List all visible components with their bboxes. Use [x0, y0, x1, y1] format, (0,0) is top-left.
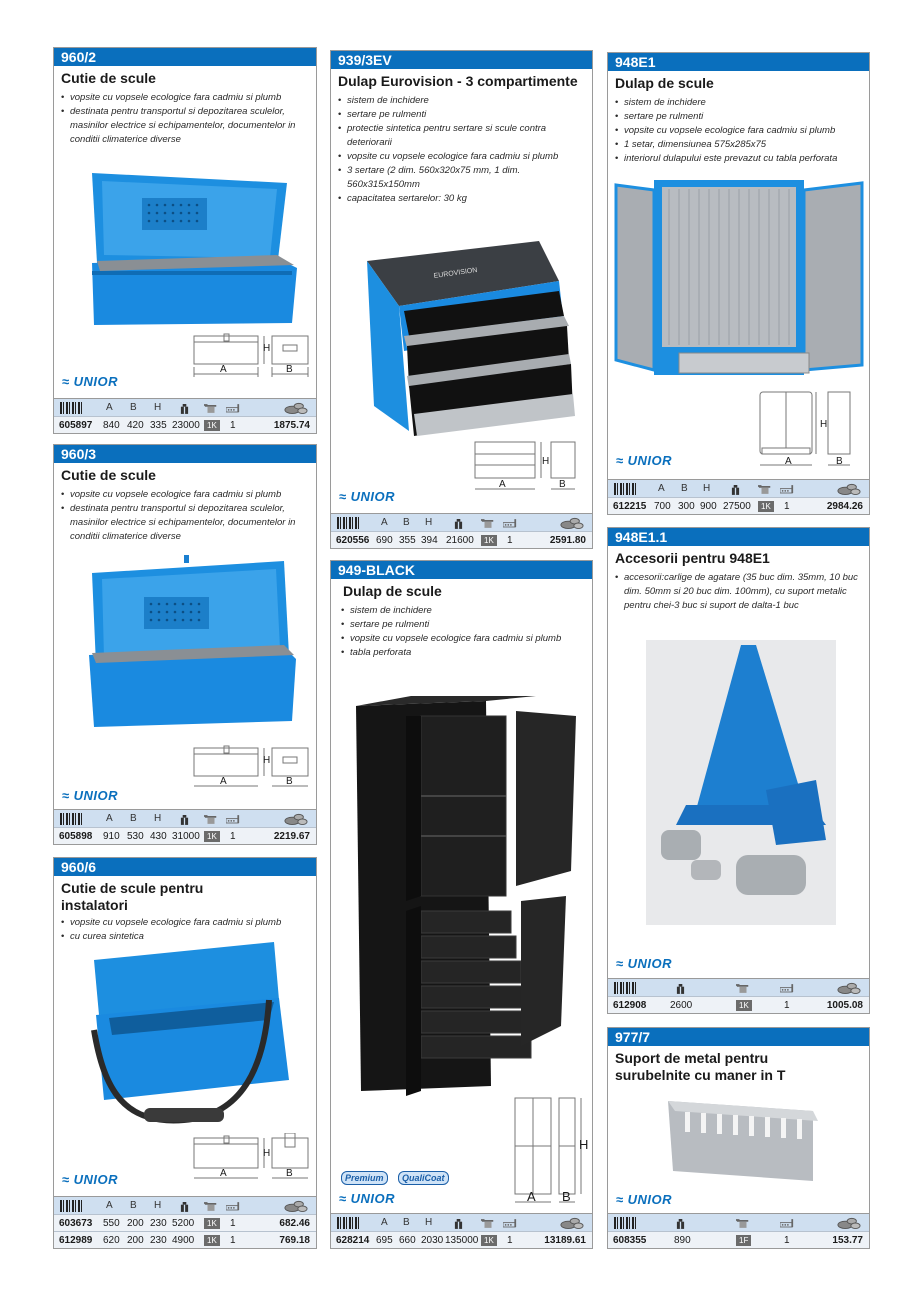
feature-item: • protectie sintetica pentru sertare si scule contra deteriorarii	[338, 122, 585, 150]
price-coins-icon	[560, 516, 584, 530]
feature-item: • sertare pe rulmenti	[338, 108, 585, 122]
packaging-icon	[481, 1218, 495, 1229]
unior-logo: ≈ UNIOR	[616, 956, 673, 971]
price: 2984.26	[826, 501, 863, 512]
feature-item: • vopsite cu vopsele ecologice fara cadmiu si plumb	[61, 91, 309, 105]
diagram-label-h: H	[263, 343, 271, 354]
dimension-diagram	[192, 1133, 312, 1183]
col-a: A	[381, 1217, 388, 1228]
table-row[interactable]	[54, 1214, 316, 1231]
col-a: A	[106, 1200, 113, 1211]
product-card-948e1	[607, 52, 870, 515]
weight: 890	[674, 1235, 691, 1246]
spec-header-row	[331, 513, 592, 531]
quantity-icon	[780, 485, 794, 494]
feature-list	[331, 92, 592, 206]
screwdriver-rack-image	[663, 1096, 823, 1186]
product-number: 628214	[336, 1235, 370, 1246]
unior-logo-icon: ≈	[616, 453, 624, 468]
feature-item: • 3 sertare (2 dim. 560x320x75 mm, 1 dim. 560x315x150mm	[338, 164, 585, 192]
feature-item: • sertare pe rulmenti	[341, 618, 585, 632]
pack-badge: 1K	[736, 1000, 752, 1011]
accessories-image	[646, 640, 836, 925]
toolbox-image	[82, 163, 297, 333]
unior-logo-icon: ≈	[62, 1172, 70, 1187]
weight: 4900	[172, 1235, 195, 1246]
packaging-icon	[204, 1201, 218, 1212]
col-a: A	[106, 813, 113, 824]
quantity-icon	[503, 519, 517, 528]
feature-item: • capacitatea sertarelor: 30 kg	[338, 192, 585, 206]
col-h: H	[154, 813, 162, 824]
col-b: B	[130, 813, 137, 824]
spec-table	[331, 1213, 592, 1248]
barcode-icon	[614, 1217, 638, 1229]
feature-item: • sertare pe rulmenti	[615, 110, 862, 124]
unior-logo: ≈ UNIOR	[616, 453, 673, 468]
premium-badge: Premium	[341, 1171, 388, 1185]
product-card-960-2	[53, 47, 317, 434]
feature-item: • vopsite cu vopsele ecologice fara cadmiu si plumb	[338, 150, 585, 164]
unior-logo-icon: ≈	[616, 1192, 624, 1207]
table-row[interactable]	[608, 497, 869, 514]
price-coins-icon	[837, 1216, 861, 1230]
col-h: H	[154, 402, 162, 413]
qualicoat-badge: QualiCoat	[398, 1171, 449, 1185]
wall-cabinet-image	[614, 175, 866, 385]
col-b: B	[403, 517, 410, 528]
product-title: Dulap de scule	[615, 75, 714, 91]
col-b: B	[130, 402, 137, 413]
quantity: 1	[230, 1235, 236, 1246]
feature-list	[608, 569, 869, 613]
weight-icon	[454, 1218, 463, 1229]
product-card-948e1-1	[607, 527, 870, 1014]
quantity-icon	[503, 1219, 517, 1228]
feature-list	[331, 602, 592, 660]
feature-list	[54, 486, 316, 544]
dim-a: 550	[103, 1218, 120, 1229]
product-title: Dulap Eurovision - 3 compartimente	[338, 73, 578, 89]
dim-h: 2030	[421, 1235, 444, 1246]
dim-h: 900	[700, 501, 717, 512]
quantity: 1	[230, 420, 236, 431]
price: 682.46	[279, 1218, 310, 1229]
packaging-icon	[736, 983, 750, 994]
barcode-icon	[60, 813, 84, 825]
spec-table	[608, 978, 869, 1013]
table-row[interactable]	[331, 1231, 592, 1248]
weight-icon	[454, 518, 463, 529]
feature-list	[54, 89, 316, 147]
barcode-icon	[60, 1200, 84, 1212]
product-card-960-6	[53, 857, 317, 1249]
price: 2219.67	[273, 831, 310, 842]
pack-badge: 1K	[758, 501, 774, 512]
quantity: 1	[784, 501, 790, 512]
diagram-label-h: H	[263, 755, 271, 766]
packaging-icon	[758, 484, 772, 495]
feature-list	[608, 94, 869, 166]
weight-icon	[180, 814, 189, 825]
col-h: H	[425, 517, 433, 528]
product-number: 603673	[59, 1218, 93, 1229]
col-h: H	[703, 483, 711, 494]
barcode-icon	[614, 483, 638, 495]
feature-item: • cu curea sintetica	[61, 930, 309, 944]
quantity-icon	[226, 1202, 240, 1211]
dim-a: 620	[103, 1235, 120, 1246]
product-number: 620556	[336, 535, 370, 546]
quantity-icon	[226, 815, 240, 824]
spec-table	[54, 398, 316, 433]
price-coins-icon	[837, 981, 861, 995]
weight-icon	[731, 484, 740, 495]
col-h: H	[154, 1200, 162, 1211]
spec-table	[54, 1196, 316, 1248]
price-coins-icon	[837, 482, 861, 496]
spec-header-row	[608, 1213, 869, 1231]
weight: 2600	[670, 1000, 693, 1011]
weight-icon	[676, 983, 685, 994]
unior-logo-icon: ≈	[62, 788, 70, 803]
dim-b: 530	[127, 831, 144, 842]
col-b: B	[681, 483, 688, 494]
col-a: A	[381, 517, 388, 528]
unior-logo-icon: ≈	[339, 489, 347, 504]
product-title: Cutie de scule	[61, 467, 156, 483]
unior-logo: ≈ UNIOR	[339, 1191, 396, 1206]
feature-item: • vopsite cu vopsele ecologice fara cadmiu si plumb	[615, 124, 862, 138]
pack-badge: 1K	[481, 535, 497, 546]
packaging-icon	[204, 403, 218, 414]
col-a: A	[106, 402, 113, 413]
unior-logo-icon: ≈	[339, 1191, 347, 1206]
product-number: 605897	[59, 420, 93, 431]
diagram-label-b: B	[562, 1189, 571, 1204]
spec-header-row	[331, 1213, 592, 1231]
product-card-939-3ev	[330, 50, 593, 549]
dim-a: 695	[376, 1235, 393, 1246]
spec-table	[608, 479, 869, 514]
product-number: 608355	[613, 1235, 647, 1246]
barcode-icon	[60, 402, 84, 414]
product-code-header: 960/6	[54, 858, 316, 876]
quantity: 1	[230, 1218, 236, 1229]
product-code-header: 977/7	[608, 1028, 869, 1046]
unior-logo: ≈ UNIOR	[339, 489, 396, 504]
unior-logo: ≈ UNIOR	[62, 374, 119, 389]
diagram-label-b: B	[836, 456, 843, 467]
quantity: 1	[784, 1235, 790, 1246]
unior-logo: ≈ UNIOR	[62, 788, 119, 803]
dim-h: 230	[150, 1218, 167, 1229]
weight-icon	[180, 403, 189, 414]
product-title: Suport de metal pentru surubelnite cu maner in T	[615, 1050, 786, 1083]
price-coins-icon	[284, 401, 308, 415]
product-code-header: 948E1.1	[608, 528, 869, 546]
dimension-diagram	[758, 390, 858, 470]
dimension-diagram	[192, 333, 312, 378]
price: 769.18	[279, 1235, 310, 1246]
dim-a: 690	[376, 535, 393, 546]
barcode-icon	[614, 982, 638, 994]
drawer-chest-image	[359, 236, 579, 436]
dim-b: 355	[399, 535, 416, 546]
price-coins-icon	[284, 812, 308, 826]
spec-header-row	[54, 398, 316, 416]
pack-badge: 1F	[736, 1235, 751, 1246]
dim-h: 394	[421, 535, 438, 546]
feature-item: • tabla perforata	[341, 646, 585, 660]
feature-item: • destinata pentru transportul si depozitarea sculelor, masinilor electrice si echipamentelor, documentelor in conditii climaterice diverse	[61, 105, 309, 147]
diagram-label-a: A	[527, 1189, 536, 1204]
product-code-header: 960/2	[54, 48, 316, 66]
svg-text:EUROVISION: EUROVISION	[433, 266, 478, 280]
spec-header-row	[54, 809, 316, 827]
feature-item: • accesorii:carlige de agatare (35 buc dim. 35mm, 10 buc dim. 50mm si 20 buc dim. 100mm), cu suport metalic pentru chei-3 buc si suport de dalta-1 buc	[615, 571, 862, 613]
feature-item: • 1 setar, dimensiunea 575x285x75	[615, 138, 862, 152]
price: 153.77	[832, 1235, 863, 1246]
black-tool-cabinet-image	[351, 696, 581, 1101]
product-number: 612215	[613, 501, 647, 512]
weight-icon	[676, 1218, 685, 1229]
table-row[interactable]	[54, 827, 316, 844]
table-row[interactable]	[54, 1231, 316, 1248]
col-b: B	[403, 1217, 410, 1228]
quantity-icon	[780, 1219, 794, 1228]
product-code-header: 948E1	[608, 53, 869, 71]
feature-item: • vopsite cu vopsele ecologice fara cadmiu si plumb	[61, 488, 309, 502]
product-code-header: 949-BLACK	[331, 561, 592, 579]
price: 1875.74	[273, 420, 310, 431]
quantity: 1	[507, 535, 513, 546]
spec-header-row	[608, 479, 869, 497]
diagram-label-h: H	[263, 1148, 271, 1159]
packaging-icon	[481, 518, 495, 529]
pack-badge: 1K	[204, 420, 220, 431]
pack-badge: 1K	[204, 831, 220, 842]
weight: 27500	[723, 501, 751, 512]
spec-header-row	[54, 1196, 316, 1214]
quantity: 1	[784, 1000, 790, 1011]
product-number: 605898	[59, 831, 93, 842]
pack-badge: 1K	[204, 1235, 220, 1246]
diagram-label-a: A	[220, 1168, 227, 1179]
weight: 135000	[445, 1235, 479, 1246]
feature-item: • sistem de inchidere	[615, 96, 862, 110]
price: 13189.61	[544, 1235, 586, 1246]
col-a: A	[658, 483, 665, 494]
unior-logo-icon: ≈	[616, 956, 624, 971]
price: 2591.80	[549, 535, 586, 546]
dim-h: 430	[150, 831, 167, 842]
unior-logo: ≈ UNIOR	[62, 1172, 119, 1187]
toolbox-with-strap-image	[84, 940, 294, 1140]
price-coins-icon	[284, 1199, 308, 1213]
unior-logo: ≈ UNIOR	[616, 1192, 673, 1207]
quantity: 1	[230, 831, 236, 842]
table-row[interactable]	[54, 416, 316, 433]
dimension-diagram	[192, 745, 312, 790]
quantity-icon	[780, 984, 794, 993]
pack-badge: 1K	[204, 1218, 220, 1229]
diagram-label-h: H	[579, 1137, 589, 1152]
col-h: H	[425, 1217, 433, 1228]
diagram-label-a: A	[785, 456, 792, 467]
feature-item: • vopsite cu vopsele ecologice fara cadmiu si plumb	[341, 632, 585, 646]
product-card-949-black	[330, 560, 593, 1249]
product-title: Dulap de scule	[343, 583, 442, 599]
weight: 5200	[172, 1218, 195, 1229]
product-card-960-3	[53, 444, 317, 845]
product-code-header: 939/3EV	[331, 51, 592, 69]
spec-header-row	[608, 978, 869, 996]
feature-item: • sistem de inchidere	[338, 94, 585, 108]
price: 1005.08	[826, 1000, 863, 1011]
dim-b: 200	[127, 1235, 144, 1246]
dim-b: 300	[678, 501, 695, 512]
quantity: 1	[507, 1235, 513, 1246]
product-title: Accesorii pentru 948E1	[615, 550, 770, 566]
table-row[interactable]	[331, 531, 592, 548]
dim-a: 840	[103, 420, 120, 431]
dim-b: 660	[399, 1235, 416, 1246]
diagram-label-a: A	[220, 364, 227, 375]
diagram-label-b: B	[286, 1168, 293, 1179]
feature-item: • interiorul dulapului este prevazut cu tabla perforata	[615, 152, 862, 166]
diagram-label-a: A	[499, 479, 506, 490]
toolbox-image	[84, 555, 299, 735]
spec-table	[331, 513, 592, 548]
diagram-label-b: B	[286, 776, 293, 787]
product-number: 612908	[613, 1000, 647, 1011]
product-number: 612989	[59, 1235, 93, 1246]
dim-h: 230	[150, 1235, 167, 1246]
col-b: B	[130, 1200, 137, 1211]
feature-item: • sistem de inchidere	[341, 604, 585, 618]
feature-item: • destinata pentru transportul si depozitarea sculelor, masinilor electrice si echipamentelor, documentelor in conditii climaterice diverse	[61, 502, 309, 544]
weight-icon	[180, 1201, 189, 1212]
table-row[interactable]	[608, 1231, 869, 1248]
spec-table	[54, 809, 316, 844]
diagram-label-h: H	[820, 419, 828, 430]
pack-badge: 1K	[481, 1235, 497, 1246]
price-coins-icon	[560, 1216, 584, 1230]
packaging-icon	[204, 814, 218, 825]
quantity-icon	[226, 404, 240, 413]
weight: 21600	[446, 535, 474, 546]
dim-a: 910	[103, 831, 120, 842]
weight: 31000	[172, 831, 200, 842]
dim-b: 420	[127, 420, 144, 431]
spec-table	[608, 1213, 869, 1248]
dim-a: 700	[654, 501, 671, 512]
product-code-header: 960/3	[54, 445, 316, 463]
weight: 23000	[172, 420, 200, 431]
unior-logo-icon: ≈	[62, 374, 70, 389]
table-row[interactable]	[608, 996, 869, 1013]
diagram-label-b: B	[559, 479, 566, 490]
packaging-icon	[736, 1218, 750, 1229]
diagram-label-a: A	[220, 776, 227, 787]
dim-b: 200	[127, 1218, 144, 1229]
diagram-label-b: B	[286, 364, 293, 375]
dimension-diagram	[473, 439, 588, 494]
product-title: Cutie de scule pentru instalatori	[61, 880, 204, 913]
barcode-icon	[337, 517, 361, 529]
diagram-label-h: H	[542, 456, 550, 467]
product-card-977-7	[607, 1027, 870, 1249]
dim-h: 335	[150, 420, 167, 431]
product-title: Cutie de scule	[61, 70, 156, 86]
feature-item: • vopsite cu vopsele ecologice fara cadmiu si plumb	[61, 916, 309, 930]
barcode-icon	[337, 1217, 361, 1229]
